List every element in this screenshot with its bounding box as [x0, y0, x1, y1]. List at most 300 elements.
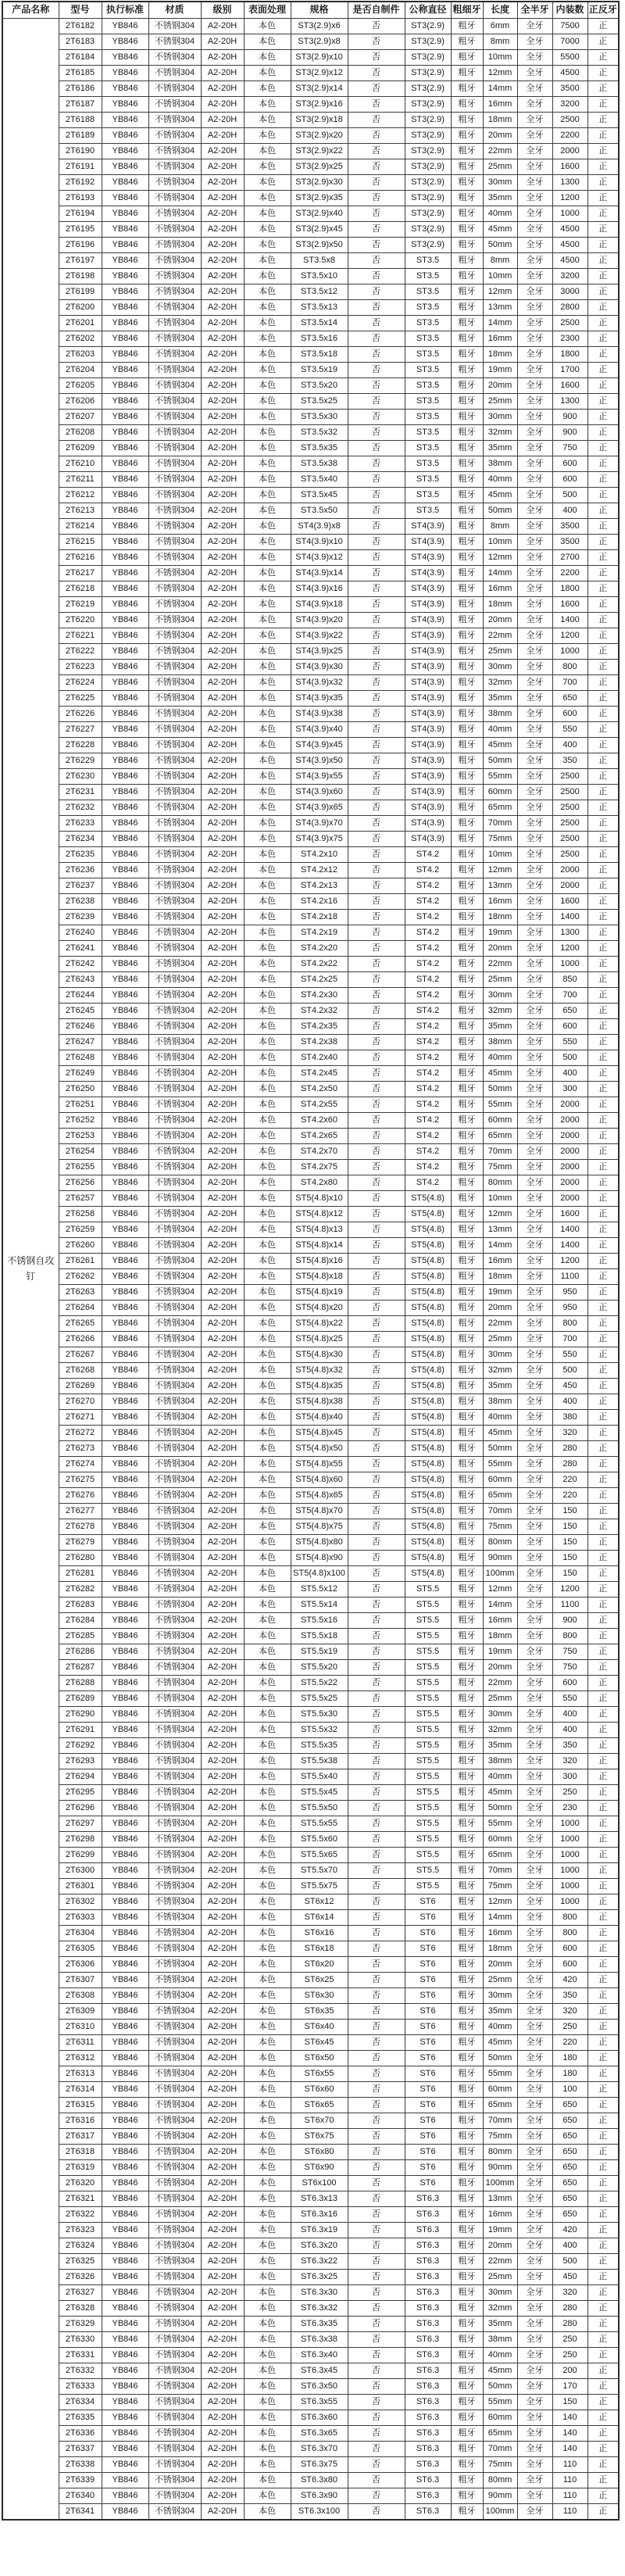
cell-thread-direction: 正: [588, 1723, 619, 1738]
cell-material: 不锈钢304: [148, 2442, 201, 2457]
cell-spec: ST6.3x38: [291, 2332, 348, 2348]
cell-standard: YB846: [102, 832, 148, 847]
cell-material: 不锈钢304: [148, 1316, 201, 1332]
cell-thread-direction: 正: [588, 2332, 619, 2348]
cell-pack-quantity: 600: [552, 1676, 588, 1691]
cell-nominal-diameter: ST4.2: [405, 1144, 451, 1160]
cell-self-made: 否: [348, 1519, 405, 1535]
cell-self-made: 否: [348, 1832, 405, 1848]
cell-surface-finish: 本色: [244, 1597, 291, 1613]
cell-spec: ST3.5x25: [291, 394, 348, 410]
cell-pack-quantity: 2000: [552, 1160, 588, 1175]
cell-thread-coverage: 全牙: [517, 1894, 552, 1910]
cell-self-made: 否: [348, 1050, 405, 1066]
cell-spec: ST6x12: [291, 1894, 348, 1910]
cell-spec: ST5.5x25: [291, 1691, 348, 1707]
cell-standard: YB846: [102, 1347, 148, 1363]
cell-spec: ST6x60: [291, 2082, 348, 2098]
cell-grade: A2-20H: [201, 410, 244, 425]
cell-thread-pitch: 粗牙: [451, 1316, 483, 1332]
cell-thread-coverage: 全牙: [517, 1097, 552, 1113]
cell-material: 不锈钢304: [148, 2363, 201, 2379]
cell-standard: YB846: [102, 34, 148, 50]
cell-model: 2T6266: [59, 1332, 102, 1347]
cell-standard: YB846: [102, 1941, 148, 1957]
cell-pack-quantity: 1800: [552, 581, 588, 597]
cell-model: 2T6290: [59, 1707, 102, 1723]
cell-pack-quantity: 950: [552, 1301, 588, 1316]
cell-thread-coverage: 全牙: [517, 34, 552, 50]
cell-spec: ST4(3.9)x22: [291, 628, 348, 644]
cell-nominal-diameter: ST3.5: [405, 488, 451, 503]
cell-surface-finish: 本色: [244, 81, 291, 97]
cell-thread-coverage: 全牙: [517, 472, 552, 488]
cell-pack-quantity: 750: [552, 1660, 588, 1676]
cell-model: 2T6233: [59, 816, 102, 832]
cell-model: 2T6191: [59, 159, 102, 175]
cell-spec: ST5.5x12: [291, 1582, 348, 1597]
cell-thread-coverage: 全牙: [517, 2410, 552, 2426]
cell-nominal-diameter: ST6: [405, 2020, 451, 2035]
cell-thread-direction: 正: [588, 1379, 619, 1394]
cell-material: 不锈钢304: [148, 425, 201, 441]
cell-model: 2T6232: [59, 800, 102, 816]
cell-pack-quantity: 2500: [552, 769, 588, 785]
cell-thread-direction: 正: [588, 863, 619, 878]
cell-thread-pitch: 粗牙: [451, 1676, 483, 1691]
cell-grade: A2-20H: [201, 1754, 244, 1769]
table-row: [2, 738, 619, 753]
cell-material: 不锈钢304: [148, 1660, 201, 1676]
cell-pack-quantity: 900: [552, 410, 588, 425]
cell-material: 不锈钢304: [148, 628, 201, 644]
cell-material: 不锈钢304: [148, 331, 201, 347]
cell-standard: YB846: [102, 1597, 148, 1613]
cell-grade: A2-20H: [201, 1660, 244, 1676]
cell-surface-finish: 本色: [244, 1863, 291, 1879]
cell-standard: YB846: [102, 456, 148, 472]
cell-thread-coverage: 全牙: [517, 1691, 552, 1707]
cell-self-made: 否: [348, 2504, 405, 2521]
cell-surface-finish: 本色: [244, 1738, 291, 1754]
cell-standard: YB846: [102, 769, 148, 785]
cell-surface-finish: 本色: [244, 832, 291, 847]
cell-model: 2T6293: [59, 1754, 102, 1769]
cell-thread-pitch: 粗牙: [451, 1941, 483, 1957]
table-row: [2, 644, 619, 660]
cell-length: 22mm: [483, 144, 517, 159]
cell-self-made: 否: [348, 1222, 405, 1238]
cell-thread-coverage: 全牙: [517, 1222, 552, 1238]
cell-material: 不锈钢304: [148, 1207, 201, 1222]
cell-thread-direction: 正: [588, 785, 619, 800]
cell-grade: A2-20H: [201, 738, 244, 753]
cell-pack-quantity: 600: [552, 456, 588, 472]
cell-length: 25mm: [483, 1691, 517, 1707]
table-row: [2, 1832, 619, 1848]
cell-material: 不锈钢304: [148, 847, 201, 863]
cell-pack-quantity: 2000: [552, 1191, 588, 1207]
cell-length: 60mm: [483, 1472, 517, 1488]
cell-nominal-diameter: ST6: [405, 2051, 451, 2066]
table-row: [2, 675, 619, 691]
cell-self-made: 否: [348, 1082, 405, 1097]
cell-material: 不锈钢304: [148, 1066, 201, 1082]
cell-model: 2T6234: [59, 832, 102, 847]
cell-pack-quantity: 1100: [552, 1269, 588, 1285]
cell-grade: A2-20H: [201, 519, 244, 535]
cell-self-made: 否: [348, 1801, 405, 1816]
cell-thread-pitch: 粗牙: [451, 2207, 483, 2223]
cell-thread-direction: 正: [588, 1316, 619, 1332]
cell-self-made: 否: [348, 1723, 405, 1738]
cell-pack-quantity: 800: [552, 1926, 588, 1941]
cell-length: 35mm: [483, 191, 517, 206]
cell-nominal-diameter: ST6: [405, 2004, 451, 2020]
cell-surface-finish: 本色: [244, 2082, 291, 2098]
cell-thread-pitch: 粗牙: [451, 769, 483, 785]
cell-surface-finish: 本色: [244, 1644, 291, 1660]
cell-surface-finish: 本色: [244, 550, 291, 566]
cell-grade: A2-20H: [201, 1519, 244, 1535]
cell-length: 45mm: [483, 738, 517, 753]
cell-spec: ST6x90: [291, 2160, 348, 2176]
cell-material: 不锈钢304: [148, 1832, 201, 1848]
table-row: [2, 1504, 619, 1519]
cell-standard: YB846: [102, 1754, 148, 1769]
cell-nominal-diameter: ST3.5: [405, 456, 451, 472]
cell-model: 2T6311: [59, 2035, 102, 2051]
cell-pack-quantity: 1200: [552, 628, 588, 644]
cell-grade: A2-20H: [201, 1582, 244, 1597]
cell-model: 2T6204: [59, 363, 102, 378]
table-row: [2, 2410, 619, 2426]
cell-thread-pitch: 粗牙: [451, 503, 483, 519]
cell-surface-finish: 本色: [244, 535, 291, 550]
table-row: [2, 1347, 619, 1363]
cell-length: 20mm: [483, 1957, 517, 1973]
cell-self-made: 否: [348, 378, 405, 394]
cell-pack-quantity: 450: [552, 2270, 588, 2285]
cell-pack-quantity: 650: [552, 2129, 588, 2145]
cell-grade: A2-20H: [201, 378, 244, 394]
table-row: [2, 269, 619, 284]
cell-self-made: 否: [348, 847, 405, 863]
cell-thread-pitch: 粗牙: [451, 2238, 483, 2254]
cell-thread-coverage: 全牙: [517, 550, 552, 566]
cell-thread-direction: 正: [588, 2191, 619, 2207]
cell-standard: YB846: [102, 1160, 148, 1175]
cell-spec: ST6.3x22: [291, 2254, 348, 2270]
cell-material: 不锈钢304: [148, 1285, 201, 1301]
table-row: [2, 785, 619, 800]
cell-model: 2T6299: [59, 1848, 102, 1863]
cell-spec: ST4.2x45: [291, 1066, 348, 1082]
cell-thread-pitch: 粗牙: [451, 456, 483, 472]
cell-pack-quantity: 4500: [552, 222, 588, 238]
cell-material: 不锈钢304: [148, 269, 201, 284]
cell-length: 55mm: [483, 1097, 517, 1113]
cell-grade: A2-20H: [201, 1707, 244, 1723]
cell-grade: A2-20H: [201, 253, 244, 269]
cell-surface-finish: 本色: [244, 1707, 291, 1723]
cell-surface-finish: 本色: [244, 425, 291, 441]
cell-thread-coverage: 全牙: [517, 2363, 552, 2379]
cell-spec: ST5(4.8)x35: [291, 1379, 348, 1394]
table-row: [2, 2488, 619, 2504]
cell-thread-coverage: 全牙: [517, 2129, 552, 2145]
cell-standard: YB846: [102, 2488, 148, 2504]
cell-surface-finish: 本色: [244, 660, 291, 675]
cell-nominal-diameter: ST5.5: [405, 1754, 451, 1769]
cell-thread-pitch: 粗牙: [451, 1144, 483, 1160]
cell-surface-finish: 本色: [244, 472, 291, 488]
cell-spec: ST5.5x75: [291, 1879, 348, 1894]
table-row: [2, 2207, 619, 2223]
cell-length: 10mm: [483, 1191, 517, 1207]
cell-nominal-diameter: ST5(4.8): [405, 1504, 451, 1519]
cell-model: 2T6328: [59, 2301, 102, 2317]
cell-thread-direction: 正: [588, 394, 619, 410]
cell-surface-finish: 本色: [244, 644, 291, 660]
table-row: [2, 1785, 619, 1801]
cell-surface-finish: 本色: [244, 410, 291, 425]
cell-spec: ST5(4.8)x13: [291, 1222, 348, 1238]
cell-surface-finish: 本色: [244, 847, 291, 863]
cell-spec: ST4(3.9)x30: [291, 660, 348, 675]
cell-surface-finish: 本色: [244, 2504, 291, 2521]
cell-pack-quantity: 400: [552, 1723, 588, 1738]
cell-nominal-diameter: ST5.5: [405, 1644, 451, 1660]
cell-length: 22mm: [483, 957, 517, 972]
cell-thread-direction: 正: [588, 2254, 619, 2270]
cell-grade: A2-20H: [201, 1973, 244, 1988]
cell-material: 不锈钢304: [148, 832, 201, 847]
cell-standard: YB846: [102, 1660, 148, 1676]
cell-thread-pitch: 粗牙: [451, 1394, 483, 1410]
cell-spec: ST6x65: [291, 2098, 348, 2113]
cell-thread-coverage: 全牙: [517, 800, 552, 816]
cell-grade: A2-20H: [201, 910, 244, 925]
cell-material: 不锈钢304: [148, 941, 201, 957]
cell-surface-finish: 本色: [244, 2160, 291, 2176]
cell-thread-direction: 正: [588, 613, 619, 628]
cell-surface-finish: 本色: [244, 800, 291, 816]
cell-model: 2T6258: [59, 1207, 102, 1222]
cell-surface-finish: 本色: [244, 2176, 291, 2191]
cell-standard: YB846: [102, 1894, 148, 1910]
cell-thread-pitch: 粗牙: [451, 1863, 483, 1879]
cell-surface-finish: 本色: [244, 1004, 291, 1019]
cell-thread-direction: 正: [588, 2488, 619, 2504]
cell-surface-finish: 本色: [244, 1394, 291, 1410]
cell-self-made: 否: [348, 1879, 405, 1894]
cell-surface-finish: 本色: [244, 253, 291, 269]
cell-nominal-diameter: ST6.3: [405, 2270, 451, 2285]
cell-self-made: 否: [348, 1926, 405, 1941]
cell-thread-coverage: 全牙: [517, 2145, 552, 2160]
cell-length: 14mm: [483, 81, 517, 97]
cell-grade: A2-20H: [201, 2082, 244, 2098]
cell-spec: ST6.3x40: [291, 2348, 348, 2363]
table-row: [2, 1660, 619, 1676]
cell-length: 100mm: [483, 1566, 517, 1582]
cell-model: 2T6260: [59, 1238, 102, 1254]
cell-material: 不锈钢304: [148, 1097, 201, 1113]
cell-thread-pitch: 粗牙: [451, 175, 483, 191]
cell-standard: YB846: [102, 425, 148, 441]
cell-standard: YB846: [102, 1926, 148, 1941]
cell-pack-quantity: 2000: [552, 144, 588, 159]
cell-length: 50mm: [483, 2379, 517, 2395]
cell-standard: YB846: [102, 159, 148, 175]
cell-thread-direction: 正: [588, 1160, 619, 1175]
cell-material: 不锈钢304: [148, 175, 201, 191]
cell-nominal-diameter: ST6: [405, 2129, 451, 2145]
cell-thread-direction: 正: [588, 1613, 619, 1629]
cell-nominal-diameter: ST5.5: [405, 1707, 451, 1723]
cell-model: 2T6224: [59, 675, 102, 691]
cell-standard: YB846: [102, 1863, 148, 1879]
cell-pack-quantity: 400: [552, 1707, 588, 1723]
cell-thread-coverage: 全牙: [517, 222, 552, 238]
cell-surface-finish: 本色: [244, 1160, 291, 1175]
cell-standard: YB846: [102, 2410, 148, 2426]
cell-pack-quantity: 3500: [552, 535, 588, 550]
cell-thread-pitch: 粗牙: [451, 1004, 483, 1019]
cell-surface-finish: 本色: [244, 519, 291, 535]
cell-grade: A2-20H: [201, 2160, 244, 2176]
cell-grade: A2-20H: [201, 894, 244, 910]
cell-thread-coverage: 全牙: [517, 1332, 552, 1347]
cell-grade: A2-20H: [201, 206, 244, 222]
cell-grade: A2-20H: [201, 566, 244, 581]
cell-pack-quantity: 700: [552, 675, 588, 691]
cell-grade: A2-20H: [201, 456, 244, 472]
cell-thread-coverage: 全牙: [517, 613, 552, 628]
cell-grade: A2-20H: [201, 1769, 244, 1785]
cell-spec: ST4(3.9)x25: [291, 644, 348, 660]
cell-thread-direction: 正: [588, 1754, 619, 1769]
cell-model: 2T6223: [59, 660, 102, 675]
table-row: [2, 1269, 619, 1285]
table-row: [2, 628, 619, 644]
cell-pack-quantity: 650: [552, 2098, 588, 2113]
cell-pack-quantity: 250: [552, 2332, 588, 2348]
cell-pack-quantity: 650: [552, 2160, 588, 2176]
cell-model: 2T6201: [59, 316, 102, 331]
cell-thread-direction: 正: [588, 769, 619, 785]
cell-standard: YB846: [102, 613, 148, 628]
cell-thread-coverage: 全牙: [517, 1801, 552, 1816]
cell-nominal-diameter: ST6.3: [405, 2504, 451, 2521]
cell-standard: YB846: [102, 2317, 148, 2332]
cell-nominal-diameter: ST5(4.8): [405, 1488, 451, 1504]
cell-standard: YB846: [102, 2379, 148, 2395]
cell-self-made: 否: [348, 2426, 405, 2442]
cell-length: 35mm: [483, 1379, 517, 1394]
cell-model: 2T6251: [59, 1097, 102, 1113]
cell-thread-direction: 正: [588, 1488, 619, 1504]
cell-thread-coverage: 全牙: [517, 722, 552, 738]
cell-thread-pitch: 粗牙: [451, 1754, 483, 1769]
cell-thread-direction: 正: [588, 1863, 619, 1879]
cell-length: 50mm: [483, 1082, 517, 1097]
cell-pack-quantity: 650: [552, 691, 588, 707]
cell-grade: A2-20H: [201, 2473, 244, 2488]
cell-length: 65mm: [483, 1129, 517, 1144]
cell-pack-quantity: 550: [552, 722, 588, 738]
cell-length: 38mm: [483, 2332, 517, 2348]
cell-nominal-diameter: ST4.2: [405, 910, 451, 925]
cell-surface-finish: 本色: [244, 238, 291, 253]
cell-pack-quantity: 600: [552, 1019, 588, 1035]
cell-surface-finish: 本色: [244, 1144, 291, 1160]
cell-thread-coverage: 全牙: [517, 2348, 552, 2363]
cell-thread-coverage: 全牙: [517, 2051, 552, 2066]
cell-length: 18mm: [483, 910, 517, 925]
cell-length: 45mm: [483, 2035, 517, 2051]
cell-thread-pitch: 粗牙: [451, 1910, 483, 1926]
cell-material: 不锈钢304: [148, 456, 201, 472]
cell-thread-pitch: 粗牙: [451, 2379, 483, 2395]
cell-nominal-diameter: ST3.5: [405, 441, 451, 456]
cell-thread-direction: 正: [588, 941, 619, 957]
cell-surface-finish: 本色: [244, 2442, 291, 2457]
cell-material: 不锈钢304: [148, 66, 201, 81]
cell-model: 2T6331: [59, 2348, 102, 2363]
cell-nominal-diameter: ST5.5: [405, 1769, 451, 1785]
cell-grade: A2-20H: [201, 785, 244, 800]
cell-grade: A2-20H: [201, 628, 244, 644]
cell-material: 不锈钢304: [148, 2035, 201, 2051]
cell-spec: ST4.2x25: [291, 972, 348, 988]
cell-material: 不锈钢304: [148, 1644, 201, 1660]
cell-model: 2T6281: [59, 1566, 102, 1582]
cell-thread-coverage: 全牙: [517, 1472, 552, 1488]
cell-grade: A2-20H: [201, 66, 244, 81]
cell-grade: A2-20H: [201, 1926, 244, 1941]
cell-grade: A2-20H: [201, 941, 244, 957]
cell-surface-finish: 本色: [244, 2348, 291, 2363]
cell-model: 2T6336: [59, 2426, 102, 2442]
cell-grade: A2-20H: [201, 1050, 244, 1066]
cell-self-made: 否: [348, 2473, 405, 2488]
cell-self-made: 否: [348, 1175, 405, 1191]
cell-model: 2T6339: [59, 2473, 102, 2488]
cell-surface-finish: 本色: [244, 1551, 291, 1566]
table-row: [2, 519, 619, 535]
cell-thread-coverage: 全牙: [517, 269, 552, 284]
cell-material: 不锈钢304: [148, 2457, 201, 2473]
cell-length: 13mm: [483, 300, 517, 316]
cell-pack-quantity: 1600: [552, 597, 588, 613]
cell-nominal-diameter: ST4.2: [405, 894, 451, 910]
cell-material: 不锈钢304: [148, 1035, 201, 1050]
cell-material: 不锈钢304: [148, 144, 201, 159]
cell-grade: A2-20H: [201, 1504, 244, 1519]
cell-surface-finish: 本色: [244, 1066, 291, 1082]
table-row: [2, 581, 619, 597]
cell-pack-quantity: 300: [552, 1769, 588, 1785]
cell-thread-pitch: 粗牙: [451, 81, 483, 97]
cell-self-made: 否: [348, 206, 405, 222]
cell-model: 2T6294: [59, 1769, 102, 1785]
cell-nominal-diameter: ST5(4.8): [405, 1379, 451, 1394]
cell-thread-direction: 正: [588, 472, 619, 488]
cell-length: 75mm: [483, 1879, 517, 1894]
cell-thread-coverage: 全牙: [517, 581, 552, 597]
